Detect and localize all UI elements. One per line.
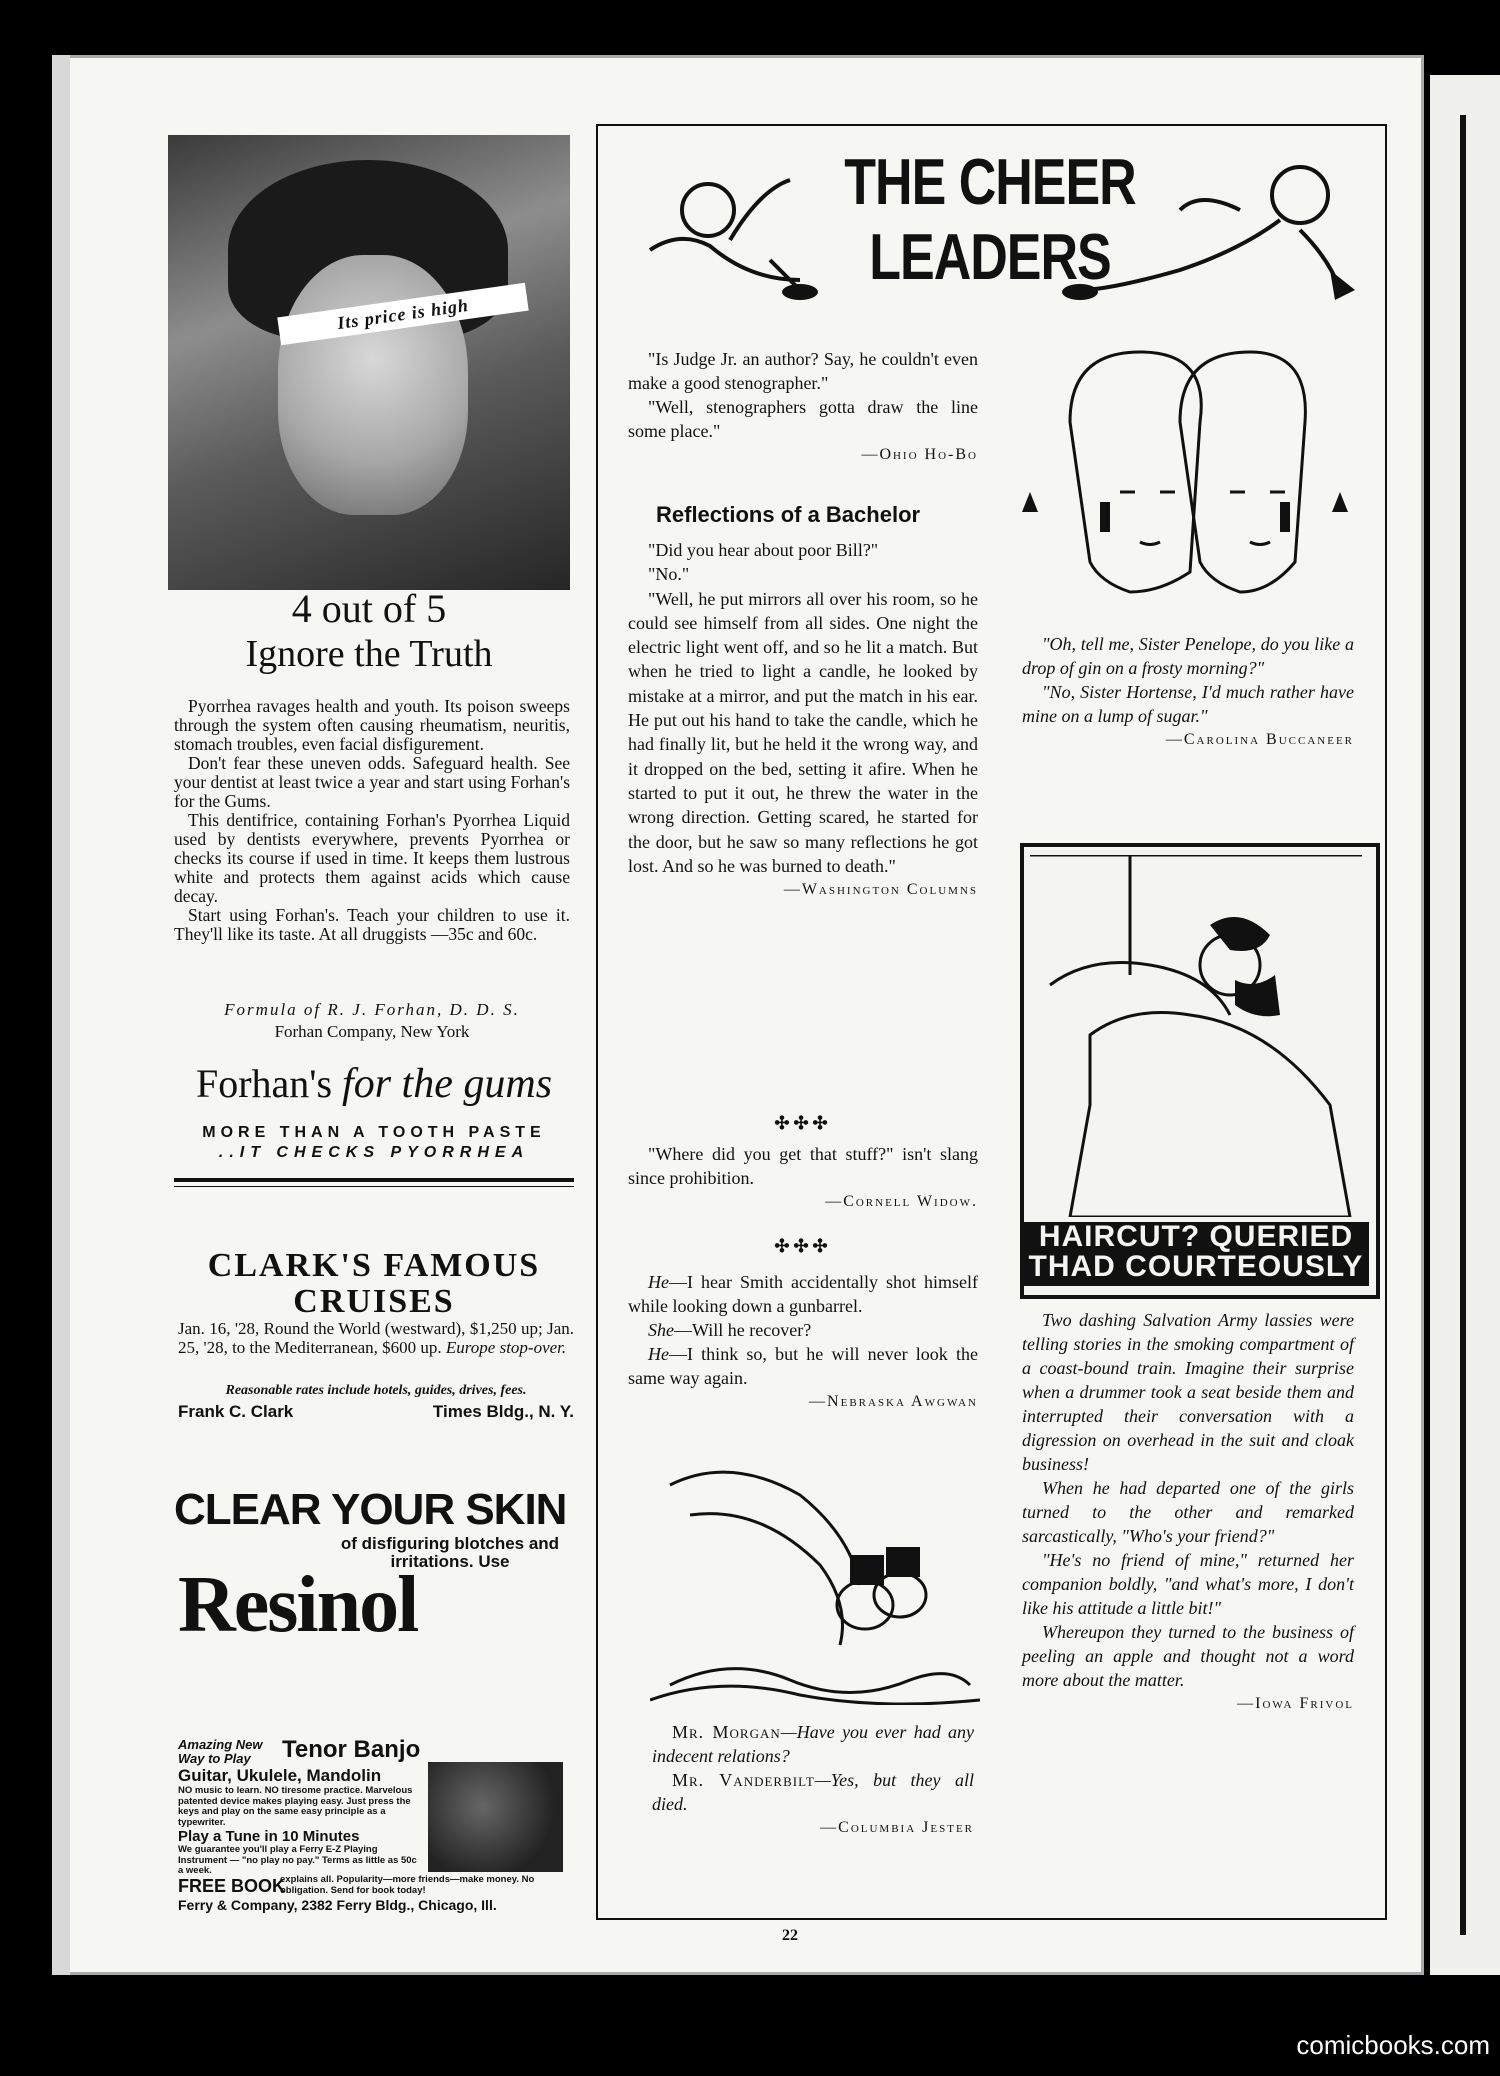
divider [174,1186,574,1187]
reflections-title: Reflections of a Bachelor [656,502,921,527]
stars-divider: ✣✣✣ [774,1236,832,1256]
banjo-ferry: Ferry & Company, 2382 Ferry Bldg., Chicago, Ill. [178,1897,497,1913]
divider [174,1178,574,1182]
forhan-paragraph: This dentifrice, containing Forhan's Pyorrhea Liquid used by dentists everywhere, prevents Pyorrhea or checks its course if used in time. It keeps them lustrous white and protects them against acids which cause decay. [174,810,570,906]
photo-caption-strip: Its price is high [277,283,528,346]
banjo-ad [172,1732,576,1916]
watermark: comicbooks.com [1296,2030,1490,2060]
forhan-logo-italic: for the gums [342,1061,553,1107]
two-sisters-illustration [1010,342,1360,612]
joke-paragraph: Two dashing Salvation Army lassies were telling stories in the smoking compartment of a coast-bound train. Imagine their surprise when a drummer took a seat beside them and interrupted their conversation with a digression on overhead in the suit and cloak business! [1022,1310,1354,1474]
joke-paragraph: He—I think so, but he will never look the same way again. [628,1344,978,1388]
joke-paragraph: Whereupon they turned to the business of peeling an apple and thought not a word more about the matter. [1022,1622,1354,1690]
banjo-instruments: Guitar, Ukulele, Mandolin [178,1766,382,1785]
joke-source: —Carolina Buccaneer [1165,731,1354,748]
joke-source: —Iowa Frivol [1237,1695,1354,1712]
joke-paragraph: "Well, he put mirrors all over his room, so he could see himself from all sides. One night the electric light went off, and so he lit a match. But when he tried to light a candle, he looked by mistake at a mirror, and put the match in his ear. He put out his hand to take the candle, which he had finally lit, but he held it the wrong way, and it dropped on the bed, setting it afire. When he started to put it out, he threw the water in the wrong direction. Getting scared, he started for the door, but he saw so many reflections he got lost. And so he was burned to death." [628,588,978,876]
joke-paragraph: He—I hear Smith accidentally shot himself while looking down a gunbarrel. [628,1272,978,1316]
haircut-illustration [1030,855,1362,1217]
forhan-tagline-2: ..IT CHECKS PYORRHEA [218,1144,530,1161]
forhan-body [174,697,570,944]
banjo-free-text: explains all. Popularity—more friends—make money. No obligation. Send for book today! [280,1874,535,1896]
banjo-title: Tenor Banjo [282,1736,421,1763]
forhan-paragraph: Start using Forhan's. Teach your children to use it. They'll like its taste. At all druggists —35c and 60c. [174,905,570,944]
floating-men-illustration [650,1455,980,1705]
joke-paragraph: "Where did you get that stuff?" isn't slang since prohibition. [628,1144,978,1188]
joke-judge [628,347,978,467]
forhan-headline-2: Ignore the Truth [245,633,493,675]
forhan-formula: Formula of R. J. Forhan, D. D. S. [224,1000,520,1019]
banjo-play: Play a Tune in 10 Minutes [178,1828,360,1845]
joke-morgan [652,1720,974,1840]
banjo-free: FREE BOOK [178,1876,286,1896]
forhan-paragraph: Don't fear these uneven odds. Safeguard health. See your dentist at least twice a year and start using Forhan's for the Gums. [174,753,570,811]
joke-paragraph: When he had departed one of the girls turned to the other and remarked sarcastically, "Who's your friend?" [1022,1478,1354,1546]
banjo-photo [428,1762,563,1872]
clark-body: Jan. 16, '28, Round the World (westward), $1,250 up; Jan. 25, '28, to the Mediterranean, $600 up. Europe stop-over. [178,1319,574,1357]
clark-address [178,1402,574,1422]
joke-paragraph: "Is Judge Jr. an author? Say, he couldn't even make a good stenographer." [628,349,978,393]
haircut-caption-line2: THAD COURTEOUSLY [1028,1250,1364,1283]
forhan-logo [174,1060,574,1108]
joke-source: —Cornell Widow. [825,1193,978,1210]
joke-paragraph: She—Will he recover? [648,1320,812,1340]
book-spine [52,55,70,1975]
clark-bldg: Times Bldg., N. Y. [432,1402,574,1421]
cheer-leaders-title: THE CHEER LEADERS [844,146,1136,294]
joke-paragraph: "Did you hear about poor Bill?" [648,540,879,560]
haircut-caption [1023,1222,1369,1286]
joke-source: —Ohio Ho-Bo [861,446,978,463]
joke-salvation-army [1022,1308,1354,1716]
joke-paragraph: "No." [648,564,690,585]
next-page-edge [1430,75,1500,1975]
joke-sisters [1022,632,1354,752]
haircut-caption-line1: HAIRCUT? QUERIED [1038,1220,1354,1253]
joke-reflections [628,538,978,902]
resinol-headline: CLEAR YOUR SKIN [174,1485,567,1534]
joke-paragraph: "Well, stenographers gotta draw the line some place." [628,397,978,441]
banjo-amazing: Amazing New Way to Play [178,1737,263,1766]
forhan-photo [168,135,570,590]
resinol-sub: of disfiguring blotches and irritations. Use [340,1534,560,1571]
joke-paragraph: "Oh, tell me, Sister Penelope, do you like a drop of gin on a frosty morning?" [1022,634,1354,678]
clark-name: Frank C. Clark [178,1402,294,1421]
stars-divider: ✣✣✣ [774,1113,832,1133]
joke-paragraph: "No, Sister Hortense, I'd much rather have mine on a lump of sugar." [1022,682,1354,726]
forhan-logo-main: Forhan's [195,1061,333,1106]
joke-paragraph: Mr. Morgan—Have you ever had any indecent relations? [652,1722,975,1766]
forhan-paragraph: Pyorrhea ravages health and youth. Its poison sweeps through the system often causing rheumatism, neuritis, stomach troubles, even facial disfigurement. [174,696,570,754]
joke-paragraph: Mr. Vanderbilt—Yes, but they all died. [652,1770,974,1814]
joke-paragraph: "He's no friend of mine," returned her companion boldly, "and what's more, I don't like his attitude a little bit!" [1022,1550,1354,1618]
banjo-small: NO music to learn. NO tiresome practice. Marvelous patented device makes playing easy. Just press the keys and play on the same easy principle as a typewriter. [178,1785,413,1828]
joke-source: —Columbia Jester [820,1819,974,1836]
clark-title: CLARK'S FAMOUS CRUISES [207,1247,541,1320]
joke-source: —Washington Columns [783,881,978,899]
clark-rates: Reasonable rates include hotels, guides, drives, fees. [225,1383,527,1398]
joke-where [628,1142,978,1214]
clark-europe: Europe stop-over. [445,1338,567,1357]
resinol-brand: Resinol [178,1561,418,1649]
forhan-headline-1: 4 out of 5 [291,586,447,631]
banjo-guarantee: We guarantee you'll play a Ferry E-Z Playing Instrument — "no play no pay." Terms as little as 50c a week. [178,1844,417,1876]
page-number: 22 [782,1927,798,1944]
forhan-tagline-1: MORE THAN A TOOTH PASTE [202,1124,546,1141]
joke-source: —Nebraska Awgwan [809,1393,978,1410]
joke-gunbarrel [628,1270,978,1414]
forhan-company: Forhan Company, New York [274,1022,470,1041]
